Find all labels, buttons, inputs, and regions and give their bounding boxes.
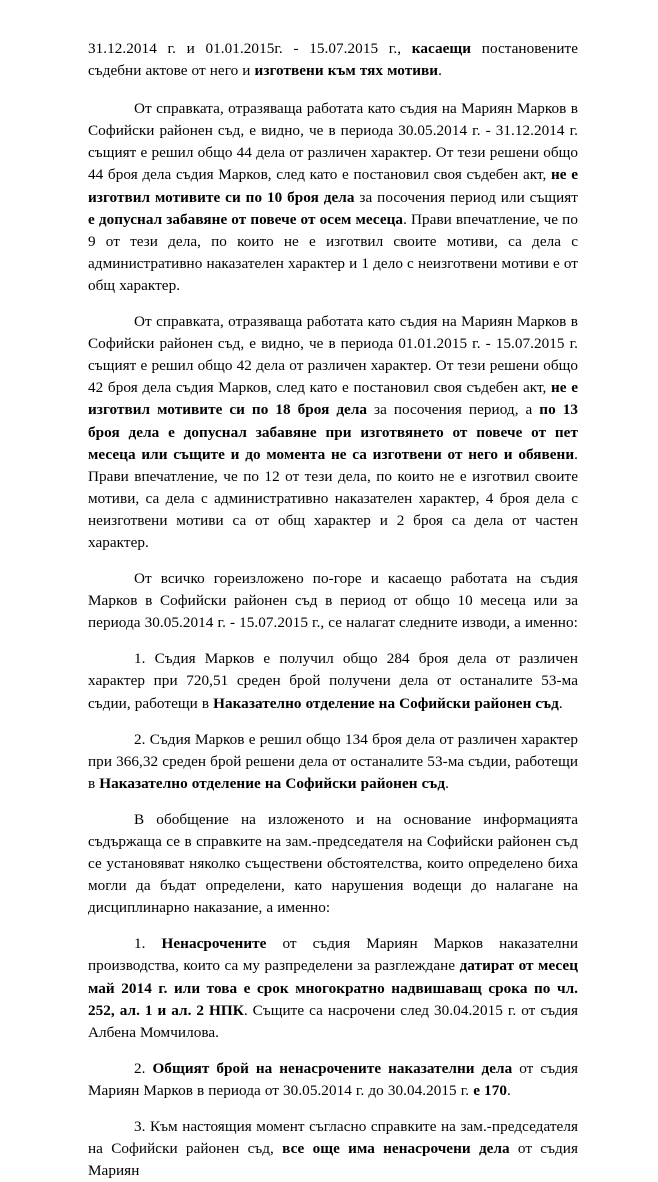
text-run: от съдия Мариян Марков в периода от 30.05.2014 г. до 30.04.2015 г. <box>88 1059 578 1099</box>
text-run: От справката, отразяваща работата като съдия на Мариян Марков в Софийски районен съд, е видно, че в периода 01.01.2015 г. - 15.07.2015 г. същият е решил общо 42 дела от различен характер. От тези решени общо 42 броя дела съдия Марков, след като е постановил своя съдебен акт, <box>88 313 578 397</box>
text-run: . Прави впечатление, че по 9 от тези дела, по които не е изготвил своите мотиви, са дела с административно наказателен характер и 1 дело с неизготвени мотиви е от общ характер. <box>88 210 578 294</box>
document-text-body <box>88 38 578 1182</box>
emphasis-run: по 13 броя дела е допуснал забавяне при изготвянето от повече от пет месеца или същите и до момента не са изготвени от него и обявени <box>88 401 579 463</box>
text-run: от съдия Мариян Марков наказателни производства, които са му разпределени за разглеждане <box>88 935 578 975</box>
emphasis-run: е 170 <box>473 1081 507 1099</box>
text-run: 3. Към настоящия момент съгласно справките на зам.-председателя на Софийски районен съд, <box>88 1118 578 1158</box>
emphasis-run: Наказателно отделение на Софийски районен съд <box>213 694 559 712</box>
paragraph-p6 <box>88 729 578 795</box>
paragraph-p4 <box>88 568 578 634</box>
emphasis-run: изготвени към тях мотиви <box>254 62 439 80</box>
emphasis-run: Наказателно отделение на Софийски районен съд <box>99 774 446 792</box>
emphasis-run: датират от месец май 2014 г. или това е срок многократно надвишаващ срока по чл. 252, ал. 1 и ал. 2 НПК <box>88 957 578 1019</box>
paragraph-p3 <box>88 311 578 554</box>
text-run: 2. <box>134 1059 153 1077</box>
text-run: . Прави впечатление, че по 12 от тези дела, по които не е изготвил своите мотиви, са дела с административно наказателен характер, 4 броя дела с неизготвени мотиви са от общ характер и 2 броя са дела от частен характер. <box>88 445 578 551</box>
text-run: за посочения период или същият <box>354 188 578 206</box>
text-run: за посочения период, а <box>367 401 540 419</box>
emphasis-run: все още има ненасрочени дела <box>282 1140 510 1158</box>
text-run: 1. Съдия Марков е получил общо 284 броя дела от различен характер при 720,51 среден брой получени дела от останалите 53-ма съдии, работещи в <box>88 650 578 712</box>
paragraph-p10 <box>88 1116 578 1182</box>
text-run: . Същите са насрочени след 30.04.2015 г. от съдия Албена Момчилова. <box>88 1001 579 1041</box>
text-run: . <box>558 694 563 712</box>
text-run: От всичко гореизложено по-горе и касаещо работата на съдия Марков в Софийски районен съд в период от общо 10 месеца или за периода 30.05.2014 г. - 15.07.2015 г., се налагат следните изводи, а именно: <box>88 570 578 632</box>
text-run: В обобщение на изложеното и на основание информацията съдържаща се в справките на зам.-председателя на Софийски районен съд се установяват няколко съществени обстоятелства, които определено биха могли да бъдат определени, като нарушения водещи до налагане на дисциплинарно наказание, а именно: <box>88 810 578 917</box>
emphasis-run: не е изготвил мотивите си по 10 броя дела <box>88 166 578 206</box>
text-run: 1. <box>134 935 162 953</box>
emphasis-run: касаещи <box>411 40 472 57</box>
emphasis-run: е допуснал забавяне от повече от осем месеца <box>88 210 404 228</box>
text-run: от съдия Мариян <box>88 1140 578 1180</box>
paragraph-p9 <box>88 1058 578 1102</box>
paragraph-p2 <box>88 98 578 297</box>
text-run: 2. Съдия Марков е решил общо 134 броя дела от различен характер при 366,32 среден брой решени дела от останалите 53-ма съдии, работещи в <box>88 730 578 792</box>
paragraph-p5 <box>88 648 578 714</box>
text-run: постановените съдебни актове от него и <box>88 40 579 80</box>
emphasis-run: не е изготвил мотивите си по 18 броя дела <box>88 379 578 419</box>
paragraph-p1 <box>88 38 578 82</box>
text-run: 31.12.2014 г. и 01.01.2015г. - 15.07.2015 г., <box>88 40 412 57</box>
emphasis-run: Ненасрочените <box>161 935 267 953</box>
emphasis-run: Общият брой на ненасрочените наказателни дела <box>152 1059 513 1077</box>
text-run: . <box>438 62 442 80</box>
paragraph-p8 <box>88 933 578 1043</box>
text-run: . <box>507 1081 511 1099</box>
text-run: . <box>445 774 449 792</box>
paragraph-p7 <box>88 809 578 919</box>
text-run: От справката, отразяваща работата като съдия на Мариян Марков в Софийски районен съд, е видно, че в периода 30.05.2014 г. - 31.12.2014 г. същият е решил общо 44 дела от различен характер. От тези решени общо 44 броя дела съдия Марков, след като е постановил своя съдебен акт, <box>88 100 578 184</box>
